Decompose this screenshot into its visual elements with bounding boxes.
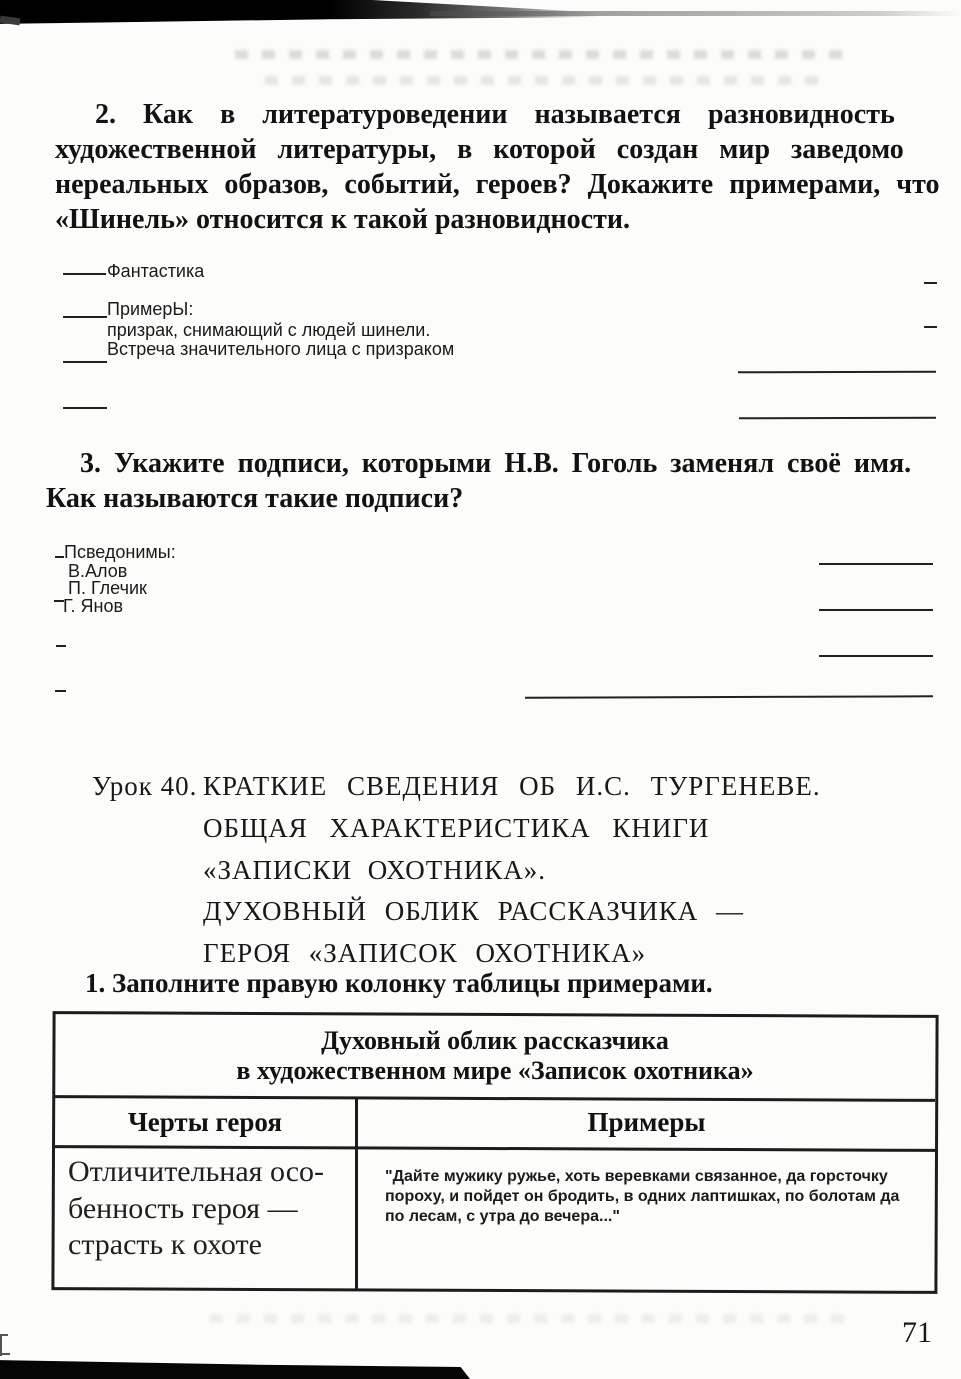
answer3-name-2: П. Глечик	[68, 578, 147, 598]
scan-artifact-bracket-tick	[0, 1334, 8, 1336]
answer-blank-line	[819, 655, 933, 657]
table-row-trait-line: страсть к охоте	[68, 1228, 262, 1261]
table-title-line: в художественном мире «Записок охотника»	[236, 1056, 754, 1085]
answer-blank-dash	[924, 282, 937, 284]
lesson-title-line: ДУХОВНЫЙ ОБЛИК РАССКАЗЧИКА —	[203, 896, 745, 926]
lesson-title-line: «ЗАПИСКИ ОХОТНИКА».	[203, 855, 547, 885]
answer2-example-1: призрак, снимающий с людей шинели.	[107, 320, 431, 340]
answer-blank-line	[63, 407, 107, 409]
question-2-line: «Шинель» относится к такой разновидности.	[55, 204, 630, 235]
lesson-number: Урок 40.	[92, 771, 198, 801]
answer-blank-line	[738, 371, 936, 374]
answer-blank-line	[63, 361, 107, 363]
table-column-header-traits: Черты героя	[127, 1107, 283, 1137]
scan-artifact-bracket-tick	[0, 1353, 10, 1355]
scan-artifact-top-nub	[0, 16, 20, 26]
bleedthrough-text-row	[265, 76, 825, 85]
question-2-line: 2. Как в литературоведении называется разновидность	[95, 99, 895, 130]
question-3-line: Как называются такие подписи?	[46, 483, 464, 514]
table-row-trait-line: Отличительная осо-	[68, 1155, 324, 1188]
answer-blank-dash	[924, 326, 937, 328]
answer-blank-line	[525, 695, 933, 698]
question-2-line: нереальных образов, событий, героев? Докажите примерами, что	[55, 169, 940, 200]
table-title-line: Духовный облик рассказчика	[321, 1026, 669, 1055]
table-row-trait-line: бенность героя —	[68, 1192, 298, 1225]
answer-blank-line	[739, 417, 936, 420]
task-1-text: 1. Заполните правую колонку таблицы примерами.	[85, 968, 713, 998]
question-3-line: 3. Укажите подписи, которыми Н.В. Гоголь заменял своё имя.	[80, 448, 912, 479]
table-column-header-examples: Примеры	[587, 1107, 706, 1137]
question-2-line: художественной литературы, в которой создан мир заведомо	[55, 134, 904, 165]
answer-blank-line	[819, 609, 933, 611]
answer2-examples-label: ПримерЫ:	[107, 299, 194, 319]
answer-blank-dash	[55, 690, 66, 692]
bleedthrough-text-row	[210, 1314, 850, 1323]
lesson-title-line: КРАТКИЕ СВЕДЕНИЯ ОБ И.С. ТУРГЕНЕВЕ.	[203, 771, 821, 801]
table-row-example-line: по лесам, с утра до вечера..."	[385, 1208, 620, 1225]
lesson-title-line: ОБЩАЯ ХАРАКТЕРИСТИКА КНИГИ	[203, 813, 710, 843]
answer2-term: Фантастика	[107, 261, 205, 281]
answer-blank-line	[63, 316, 107, 318]
lesson-title-line: ГЕРОЯ «ЗАПИСОК ОХОТНИКА»	[203, 938, 647, 968]
answer-blank-dash	[56, 645, 66, 647]
answer-blank-dash	[55, 556, 64, 558]
scan-artifact-top-tail	[430, 11, 961, 16]
answer2-example-2: Встреча значительного лица с призраком	[107, 339, 455, 359]
scan-artifact-bottom-bar	[0, 1356, 470, 1379]
answer-blank-line	[819, 563, 933, 565]
page-number: 71	[902, 1316, 932, 1349]
answer3-name-3: Г. Янов	[63, 596, 124, 616]
table-row-example-line: пороху, и пойдет он бродить, в одних лаптишках, по болотам да	[385, 1188, 900, 1205]
answer-blank-line	[63, 273, 106, 275]
table-row-example-line: "Дайте мужику ружье, хоть веревками связанное, да горсточку	[385, 1168, 888, 1185]
answer3-name-1: В.Алов	[68, 561, 128, 581]
answer3-label: Псведонимы:	[64, 542, 176, 562]
bleedthrough-text-row	[235, 50, 845, 59]
